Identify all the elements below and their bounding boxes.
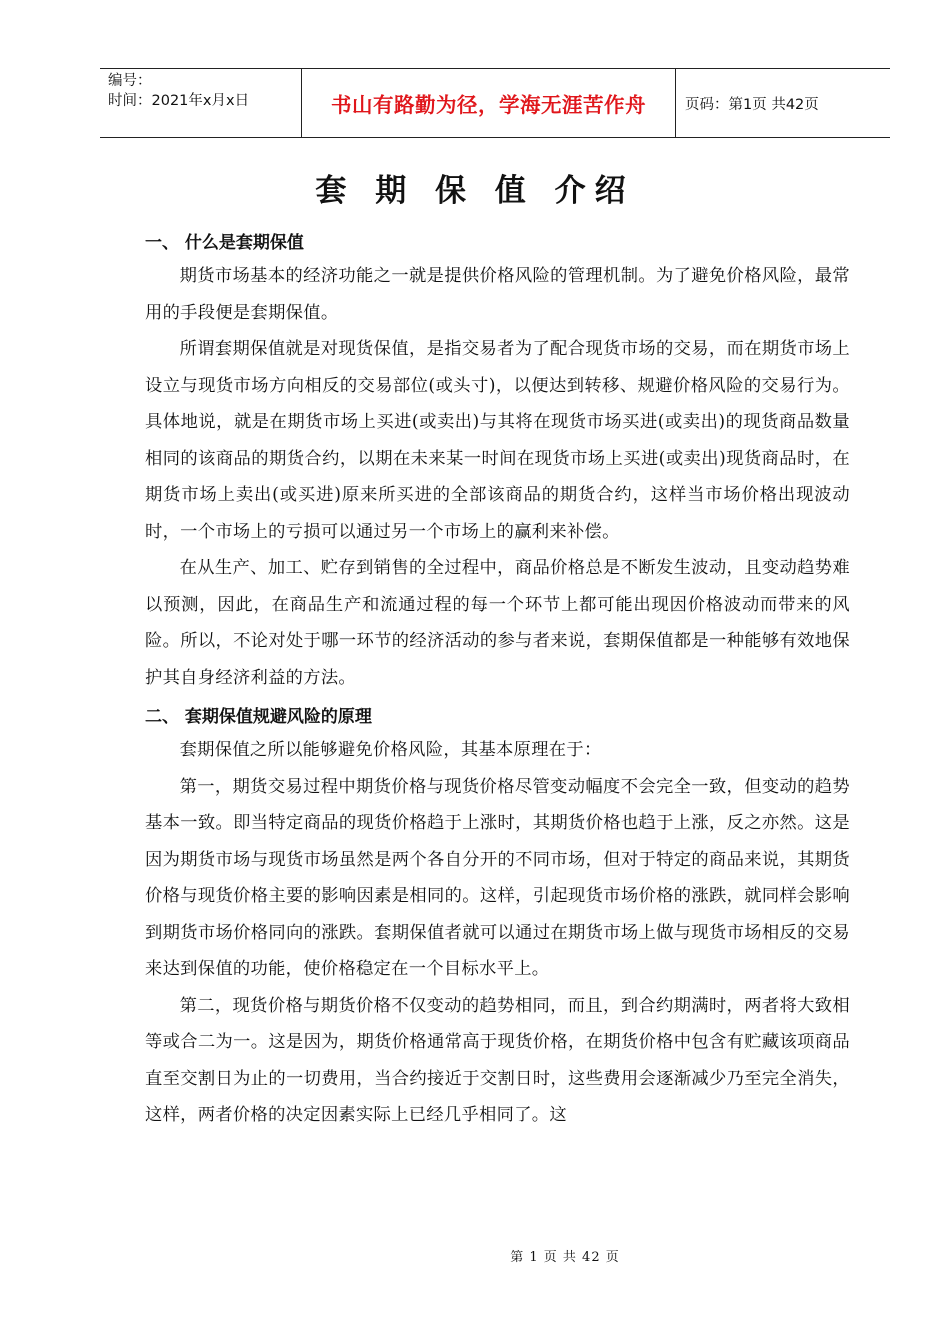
number-label: 编号： xyxy=(108,73,152,89)
paragraph: 所谓套期保值就是对现货保值，是指交易者为了配合现货市场的交易，而在期货市场上设立与现货市场方向相反的交易部位(或头寸)，以便达到转移、规避价格风险的交易行为。具体地说，就是在期货市场上买进(或卖出)与其将在现货市场买进(或卖出)的现货商品数量相同的该商品的期货合约，以期在未来某一时间在现货市场上买进(或卖出)现货商品时，在期货市场上卖出(或买进)原来所买进的全部该商品的期货合约，这样当市场价格出现波动时，一个市场上的亏损可以通过另一个市场上的赢利来补偿。 xyxy=(145,339,850,542)
page-info-text: 页码：第1页 共42页 xyxy=(685,96,819,113)
document-header xyxy=(100,68,890,138)
header-motto-cell xyxy=(302,69,676,137)
paragraph: 在从生产、加工、贮存到销售的全过程中，商品价格总是不断发生波动，且变动趋势难以预测，因此，在商品生产和流通过程的每一个环节上都可能出现因价格波动而带来的风险。所以，不论对处于哪一环节的经济活动的参与者来说，套期保值都是一种能够有效地保护其自身经济利益的方法。 xyxy=(145,558,850,688)
section-heading: 一、 什么是套期保值 xyxy=(145,233,304,253)
page-title: 套 期 保 值 介绍 xyxy=(315,173,635,209)
paragraph: 套期保值之所以能够避免价格风险，其基本原理在于： xyxy=(179,740,602,760)
time-label: 时间：2021年x月x日 xyxy=(108,93,250,109)
section-heading: 二、 套期保值规避风险的原理 xyxy=(145,707,372,727)
header-page-info xyxy=(676,69,890,137)
paragraph: 期货市场基本的经济功能之一就是提供价格风险的管理机制。为了避免价格风险，最常用的手段便是套期保值。 xyxy=(145,266,850,323)
paragraph: 第一，期货交易过程中期货价格与现货价格尽管变动幅度不会完全一致，但变动的趋势基本一致。即当特定商品的现货价格趋于上涨时，其期货价格也趋于上涨，反之亦然。这是因为期货市场与现货市场虽然是两个各自分开的不同市场，但对于特定的商品来说，其期货价格与现货价格主要的影响因素是相同的。这样，引起现货市场价格的涨跌，就同样会影响到期货市场价格同向的涨跌。套期保值者就可以通过在期货市场上做与现货市场相反的交易来达到保值的功能，使价格稳定在一个目标水平上。 xyxy=(145,776,850,979)
paragraph: 第二，现货价格与期货价格不仅变动的趋势相同，而且，到合约期满时，两者将大致相等或合二为一。这是因为，期货价格通常高于现货价格，在期货价格中包含有贮藏该项商品直至交割日为止的一切费用，当合约接近于交割日时，这些费用会逐渐减少乃至完全消失，这样，两者价格的决定因素实际上已经几乎相同了。这 xyxy=(145,995,850,1125)
page-footer: 第 1 页 共 42 页 xyxy=(510,1250,620,1265)
header-meta xyxy=(100,69,302,137)
motto-text: 书山有路勤为径，学海无涯苦作舟 xyxy=(331,93,646,117)
document-body xyxy=(145,228,850,1134)
